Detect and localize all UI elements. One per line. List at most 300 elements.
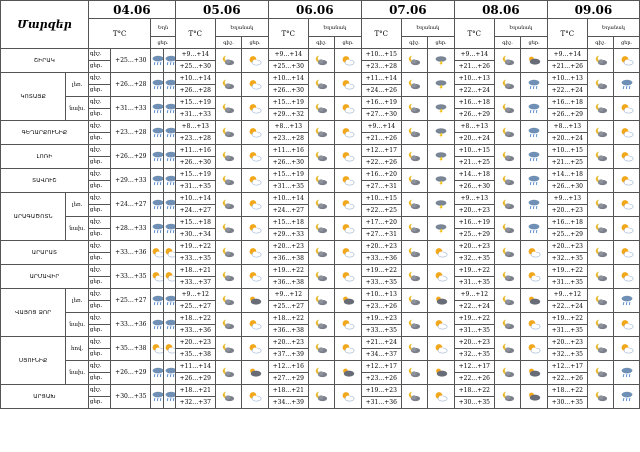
moon-cloud-icon xyxy=(594,103,608,114)
weather-icon-cell xyxy=(401,313,428,337)
temp-night: +11…+14 xyxy=(361,73,401,85)
weather-icon-cell xyxy=(587,121,614,145)
table-row xyxy=(1,313,640,325)
weather-icon-cell xyxy=(614,241,640,265)
weather-icon-cell xyxy=(215,337,242,361)
temp-night: +15…+19 xyxy=(175,169,215,181)
temp-night: +10…+14 xyxy=(175,193,215,205)
temp-night: +19…+22 xyxy=(547,313,587,325)
weather-header-4: Եղանակ xyxy=(494,19,547,37)
weather-icon-cell xyxy=(151,73,163,97)
subregion-label: նախ. xyxy=(66,217,89,241)
sun-cloud-icon xyxy=(341,343,355,354)
period-label-night: գիշ. xyxy=(88,145,110,157)
temp-day: +33…+35 xyxy=(175,253,215,265)
weather-icon-cell xyxy=(335,217,362,241)
temp-night: +9…+14 xyxy=(361,121,401,133)
weather-icon-cell xyxy=(151,193,163,217)
weather-icon-cell xyxy=(587,289,614,313)
rain-icon xyxy=(164,295,176,306)
table-row xyxy=(1,193,640,205)
weather-icon-cell xyxy=(151,241,163,265)
weather-icon-cell xyxy=(614,73,640,97)
period-label-day: ցեր. xyxy=(88,253,110,265)
sun-cloud-icon xyxy=(248,319,262,330)
weather-icon-cell xyxy=(242,337,269,361)
temp-day: +22…+25 xyxy=(361,205,401,217)
temp-day: +25…+30 xyxy=(268,61,308,73)
moon-cloud-icon xyxy=(221,223,235,234)
temp-night: +15…+19 xyxy=(268,169,308,181)
weather-icon-cell xyxy=(587,385,614,409)
temp-day: +22…+26 xyxy=(361,157,401,169)
rain-icon xyxy=(527,127,541,138)
weather-icon-cell xyxy=(614,385,640,409)
day-subheader-1: ցեր. xyxy=(242,37,269,49)
weather-icon-cell xyxy=(335,241,362,265)
date-header-2: 06.06 xyxy=(268,1,361,19)
weather-icon-cell xyxy=(494,193,521,217)
day-subheader-4: ցեր. xyxy=(521,37,548,49)
sun-cloud-icon xyxy=(248,175,262,186)
weather-icon-cell xyxy=(614,361,640,385)
weather-icon-cell xyxy=(587,265,614,289)
sun-cloud-icon xyxy=(341,391,355,402)
temp-night: +10…+13 xyxy=(454,73,494,85)
rain-icon xyxy=(151,223,163,234)
temp-night: +10…+14 xyxy=(268,73,308,85)
temp-day: +31…+35 xyxy=(547,277,587,289)
temp-day: +26…+30 xyxy=(454,181,494,193)
weather-icon-cell xyxy=(428,49,455,73)
region-name: ԱՐԱԳԱԾՈՏՆ xyxy=(1,193,66,241)
temp-day: +31…+35 xyxy=(547,325,587,337)
period-label-night: գիշ. xyxy=(88,265,110,277)
moon-cloud-icon xyxy=(314,247,328,258)
weather-icon-cell xyxy=(335,73,362,97)
temp-night: +20…+23 xyxy=(361,241,401,253)
temp-day: +23…+28 xyxy=(361,61,401,73)
weather-icon-cell xyxy=(335,289,362,313)
weather-icon-cell xyxy=(163,169,175,193)
temp-day: +21…+26 xyxy=(361,133,401,145)
thunderstorm-icon xyxy=(434,151,448,162)
temp-night: +9…+14 xyxy=(547,49,587,61)
table-row xyxy=(1,73,640,85)
weather-icon-cell xyxy=(335,193,362,217)
weather-icon-cell xyxy=(242,169,269,193)
temp-day: +31…+35 xyxy=(454,325,494,337)
weather-icon-cell xyxy=(521,121,548,145)
temp-day: +33…+35 xyxy=(361,325,401,337)
temp-night: +10…+14 xyxy=(175,73,215,85)
period-label-night: գիշ. xyxy=(88,361,110,373)
weather-icon-cell xyxy=(163,313,175,337)
moon-cloud-icon xyxy=(314,175,328,186)
weather-icon-cell xyxy=(428,241,455,265)
sun-cloud-icon xyxy=(434,271,448,282)
weather-icon-cell xyxy=(521,217,548,241)
temp-day: +26…+29 xyxy=(454,109,494,121)
weather-header-5: Եղանակ xyxy=(587,19,639,37)
weather-icon-cell xyxy=(215,313,242,337)
weather-icon-cell xyxy=(401,49,428,73)
weather-icon-cell xyxy=(587,97,614,121)
rain-icon xyxy=(527,223,541,234)
temp-night: +8…+13 xyxy=(268,121,308,133)
weather-icon-cell xyxy=(215,121,242,145)
moon-cloud-icon xyxy=(221,151,235,162)
temp-night: +20…+23 xyxy=(547,337,587,349)
moon-cloud-icon xyxy=(221,247,235,258)
sun-cloud-icon xyxy=(620,319,634,330)
rain-icon xyxy=(151,79,163,90)
weather-icon-cell xyxy=(587,193,614,217)
weather-icon-cell xyxy=(428,193,455,217)
period-label-day: ցեր. xyxy=(88,349,110,361)
temp-night: +20…+23 xyxy=(454,337,494,349)
moon-cloud-icon xyxy=(594,199,608,210)
weather-icon-cell xyxy=(428,361,455,385)
weather-icon-cell xyxy=(151,361,163,385)
overcast-icon xyxy=(248,367,262,378)
table-row xyxy=(1,145,640,157)
sun-cloud-icon xyxy=(620,103,634,114)
moon-cloud-icon xyxy=(594,367,608,378)
moon-cloud-icon xyxy=(314,151,328,162)
period-label-night: գիշ. xyxy=(88,97,110,109)
weather-icon-cell xyxy=(308,241,335,265)
temp-header-4: T°C xyxy=(454,19,494,49)
day-subheader-2: ցեր. xyxy=(335,37,362,49)
weather-icon-cell xyxy=(521,361,548,385)
subregion-label: լեռ. xyxy=(66,193,89,217)
table-row xyxy=(1,241,640,253)
weather-icon-cell xyxy=(401,385,428,409)
weather-icon-cell xyxy=(308,361,335,385)
temp-day: +26…+30 xyxy=(268,85,308,97)
period-label-night: գիշ. xyxy=(88,241,110,253)
moon-cloud-icon xyxy=(221,271,235,282)
rain-icon xyxy=(527,175,541,186)
weather-icon-cell xyxy=(163,73,175,97)
rain-icon xyxy=(164,391,176,402)
moon-cloud-icon xyxy=(594,319,608,330)
sun-cloud-icon xyxy=(248,199,262,210)
weather-icon-cell xyxy=(215,289,242,313)
temp-day: +36…+38 xyxy=(268,325,308,337)
weather-icon-cell xyxy=(242,361,269,385)
weather-icon-cell xyxy=(308,97,335,121)
temp-night: +19…+23 xyxy=(361,313,401,325)
temp-day: +32…+35 xyxy=(547,349,587,361)
sun-cloud-icon xyxy=(164,271,176,282)
weather-icon-cell xyxy=(494,289,521,313)
temp-day: +25…+27 xyxy=(175,301,215,313)
weather-icon-cell xyxy=(401,289,428,313)
rain-icon xyxy=(527,199,541,210)
weather-icon-cell xyxy=(428,385,455,409)
rain-icon xyxy=(164,319,176,330)
moon-cloud-icon xyxy=(314,127,328,138)
weather-icon-cell xyxy=(163,193,175,217)
temp-day: +26…+28 xyxy=(175,85,215,97)
sun-cloud-icon xyxy=(341,223,355,234)
moon-cloud-icon xyxy=(314,79,328,90)
weather-icon-cell xyxy=(587,217,614,241)
weather-icon-cell xyxy=(215,241,242,265)
temp-day: +36…+38 xyxy=(268,277,308,289)
moon-cloud-icon xyxy=(407,343,421,354)
temp-0406: +28…+33 xyxy=(111,217,151,241)
sun-cloud-icon xyxy=(620,127,634,138)
sun-cloud-icon xyxy=(620,175,634,186)
weather-icon-cell xyxy=(215,361,242,385)
weather-icon-cell xyxy=(163,361,175,385)
temp-day: +23…+28 xyxy=(268,133,308,145)
temp-night: +18…+22 xyxy=(454,385,494,397)
weather-icon-cell xyxy=(335,385,362,409)
weather-icon-cell xyxy=(614,97,640,121)
weather-icon-cell xyxy=(163,121,175,145)
period-label-day: ցեր. xyxy=(88,325,110,337)
temp-day: +30…+35 xyxy=(547,397,587,409)
temp-night: +9…+14 xyxy=(175,49,215,61)
weather-icon-cell xyxy=(428,145,455,169)
temp-night: +9…+13 xyxy=(547,193,587,205)
thunderstorm-icon xyxy=(434,127,448,138)
overcast-icon xyxy=(527,391,541,402)
subregion-label: լեռ. xyxy=(66,73,89,97)
temp-day: +23…+26 xyxy=(361,373,401,385)
temp-0406: +35…+38 xyxy=(111,337,151,361)
overcast-icon xyxy=(434,295,448,306)
weather-icon-cell xyxy=(494,337,521,361)
overcast-icon xyxy=(248,295,262,306)
weather-icon-cell xyxy=(401,121,428,145)
moon-cloud-icon xyxy=(407,295,421,306)
moon-cloud-icon xyxy=(221,199,235,210)
weather-icon-cell xyxy=(521,241,548,265)
moon-cloud-icon xyxy=(594,295,608,306)
weather-icon-cell xyxy=(614,49,640,73)
temp-night: +8…+13 xyxy=(175,121,215,133)
weather-icon-cell xyxy=(308,73,335,97)
temp-day: +31…+35 xyxy=(175,181,215,193)
weather-icon-cell xyxy=(494,361,521,385)
temp-night: +12…+16 xyxy=(268,361,308,373)
subregion-label: նախ. xyxy=(66,313,89,337)
temp-day: +32…+37 xyxy=(175,397,215,409)
temp-day: +22…+26 xyxy=(454,373,494,385)
table-row xyxy=(1,337,640,349)
period-label-day: ցեր. xyxy=(88,277,110,289)
temp-night: +16…+19 xyxy=(454,217,494,229)
rain-icon xyxy=(527,151,541,162)
weather-icon-cell xyxy=(308,217,335,241)
temp-day: +33…+37 xyxy=(175,277,215,289)
weather-icon-cell xyxy=(163,217,175,241)
weather-icon-cell xyxy=(151,145,163,169)
sun-cloud-icon xyxy=(434,343,448,354)
moon-cloud-icon xyxy=(501,223,515,234)
sun-cloud-icon xyxy=(248,103,262,114)
thunderstorm-icon xyxy=(434,55,448,66)
weather-icon-cell xyxy=(587,73,614,97)
weather-icon-cell xyxy=(163,49,175,73)
period-label-night: գիշ. xyxy=(88,193,110,205)
moon-cloud-icon xyxy=(314,55,328,66)
temp-night: +20…+23 xyxy=(268,241,308,253)
date-header-4: 08.06 xyxy=(454,1,547,19)
weather-icon-cell xyxy=(151,169,163,193)
temp-day: +25…+27 xyxy=(268,301,308,313)
overcast-icon xyxy=(341,367,355,378)
sun-cloud-icon xyxy=(164,343,176,354)
weather-icon-cell xyxy=(215,97,242,121)
weather-icon-cell xyxy=(494,265,521,289)
moon-cloud-icon xyxy=(407,55,421,66)
sun-cloud-icon xyxy=(620,223,634,234)
date-header-0: 04.06 xyxy=(88,1,175,19)
sun-cloud-icon xyxy=(620,151,634,162)
weather-icon-cell xyxy=(215,73,242,97)
rain-icon xyxy=(620,367,634,378)
weather-icon-cell xyxy=(308,313,335,337)
temp-night: +16…+18 xyxy=(547,97,587,109)
rain-icon xyxy=(151,55,163,66)
temp-night: +11…+14 xyxy=(175,361,215,373)
temp-day: +31…+35 xyxy=(454,277,494,289)
moon-cloud-icon xyxy=(314,319,328,330)
subregion-label: լեռ. xyxy=(66,289,89,313)
sun-cloud-icon xyxy=(151,271,163,282)
temp-day: +20…+24 xyxy=(547,133,587,145)
weather-icon-cell xyxy=(494,217,521,241)
weather-icon-cell xyxy=(401,73,428,97)
temp-night: +12…+17 xyxy=(454,361,494,373)
temp-day: +33…+36 xyxy=(361,253,401,265)
weather-icon-cell xyxy=(308,169,335,193)
moon-cloud-icon xyxy=(501,367,515,378)
thunderstorm-icon xyxy=(434,175,448,186)
period-label-night: գիշ. xyxy=(88,73,110,85)
rain-icon xyxy=(527,79,541,90)
temp-night: +9…+12 xyxy=(268,289,308,301)
weather-icon-cell xyxy=(335,337,362,361)
region-name: ԱՐՄԱՎԻՐ xyxy=(1,265,89,289)
weather-icon-cell xyxy=(521,385,548,409)
temp-day: +24…+26 xyxy=(361,85,401,97)
period-label-night: գիշ. xyxy=(88,49,110,61)
period-label-night: գիշ. xyxy=(88,169,110,181)
sun-cloud-icon xyxy=(248,343,262,354)
moon-cloud-icon xyxy=(501,343,515,354)
weather-icon-cell xyxy=(521,145,548,169)
moon-cloud-icon xyxy=(221,367,235,378)
weather-icon-cell xyxy=(428,337,455,361)
moon-cloud-icon xyxy=(314,367,328,378)
table-row xyxy=(1,217,640,229)
sun-cloud-icon xyxy=(620,343,634,354)
sun-cloud-icon xyxy=(151,343,163,354)
region-name: ԿՈՏԱՅՔ xyxy=(1,73,66,121)
weather-icon-cell xyxy=(215,145,242,169)
temp-night: +21…+24 xyxy=(361,337,401,349)
thunderstorm-icon xyxy=(434,199,448,210)
period-label-day: ցեր. xyxy=(88,373,110,385)
rain-icon xyxy=(620,79,634,90)
temp-day: +21…+25 xyxy=(454,157,494,169)
temp-day: +34…+37 xyxy=(361,349,401,361)
overcast-icon xyxy=(527,295,541,306)
moon-cloud-icon xyxy=(221,127,235,138)
moon-cloud-icon xyxy=(314,295,328,306)
moon-cloud-icon xyxy=(407,127,421,138)
weather-icon-cell xyxy=(215,217,242,241)
temp-0406: +33…+36 xyxy=(111,241,151,265)
rain-icon xyxy=(164,175,176,186)
rain-icon xyxy=(151,391,163,402)
weather-icon-cell xyxy=(215,49,242,73)
temp-night: +9…+14 xyxy=(454,49,494,61)
weather-icon-cell xyxy=(242,193,269,217)
rain-icon xyxy=(164,223,176,234)
moon-cloud-icon xyxy=(407,223,421,234)
sun-cloud-icon xyxy=(527,247,541,258)
temp-night: +10…+15 xyxy=(361,193,401,205)
moon-cloud-icon xyxy=(594,343,608,354)
weather-icon-cell xyxy=(308,289,335,313)
weather-icon-cell xyxy=(163,265,175,289)
moon-cloud-icon xyxy=(407,79,421,90)
temp-night: +15…+18 xyxy=(175,217,215,229)
table-row xyxy=(1,385,640,397)
region-name: ԱՐԱՐԱՏ xyxy=(1,241,89,265)
moon-cloud-icon xyxy=(501,199,515,210)
sun-cloud-icon xyxy=(527,271,541,282)
weather-icon-cell xyxy=(401,97,428,121)
period-label-day: ցեր. xyxy=(88,181,110,193)
sun-cloud-icon xyxy=(248,391,262,402)
temp-night: +12…+17 xyxy=(361,361,401,373)
temp-night: +15…+18 xyxy=(268,217,308,229)
moon-cloud-icon xyxy=(407,199,421,210)
temp-day: +27…+31 xyxy=(361,181,401,193)
weather-icon-cell xyxy=(308,265,335,289)
weather-icon-cell xyxy=(401,265,428,289)
temp-night: +11…+16 xyxy=(175,145,215,157)
temp-night: +12…+17 xyxy=(361,145,401,157)
temp-night: +15…+19 xyxy=(268,97,308,109)
day-subheader-5: ցեր. xyxy=(614,37,640,49)
weather-icon-cell xyxy=(335,145,362,169)
region-name: ՍՅՈՒՆԻՔ xyxy=(1,337,66,385)
sun-cloud-icon xyxy=(248,55,262,66)
weather-icon-cell xyxy=(151,97,163,121)
region-name: ԳԵՂԱՐՔՈՒՆԻՔ xyxy=(1,121,89,145)
temp-day: +26…+30 xyxy=(268,157,308,169)
period-label-night: գիշ. xyxy=(88,337,110,349)
temp-night: +16…+20 xyxy=(361,169,401,181)
subregion-label: նախ. xyxy=(66,361,89,385)
moon-cloud-icon xyxy=(221,295,235,306)
region-name: ՏԱՎՈՒՇ xyxy=(1,169,89,193)
moon-cloud-icon xyxy=(314,199,328,210)
temp-day: +31…+35 xyxy=(268,181,308,193)
temp-day: +20…+23 xyxy=(547,205,587,217)
overcast-icon xyxy=(434,367,448,378)
